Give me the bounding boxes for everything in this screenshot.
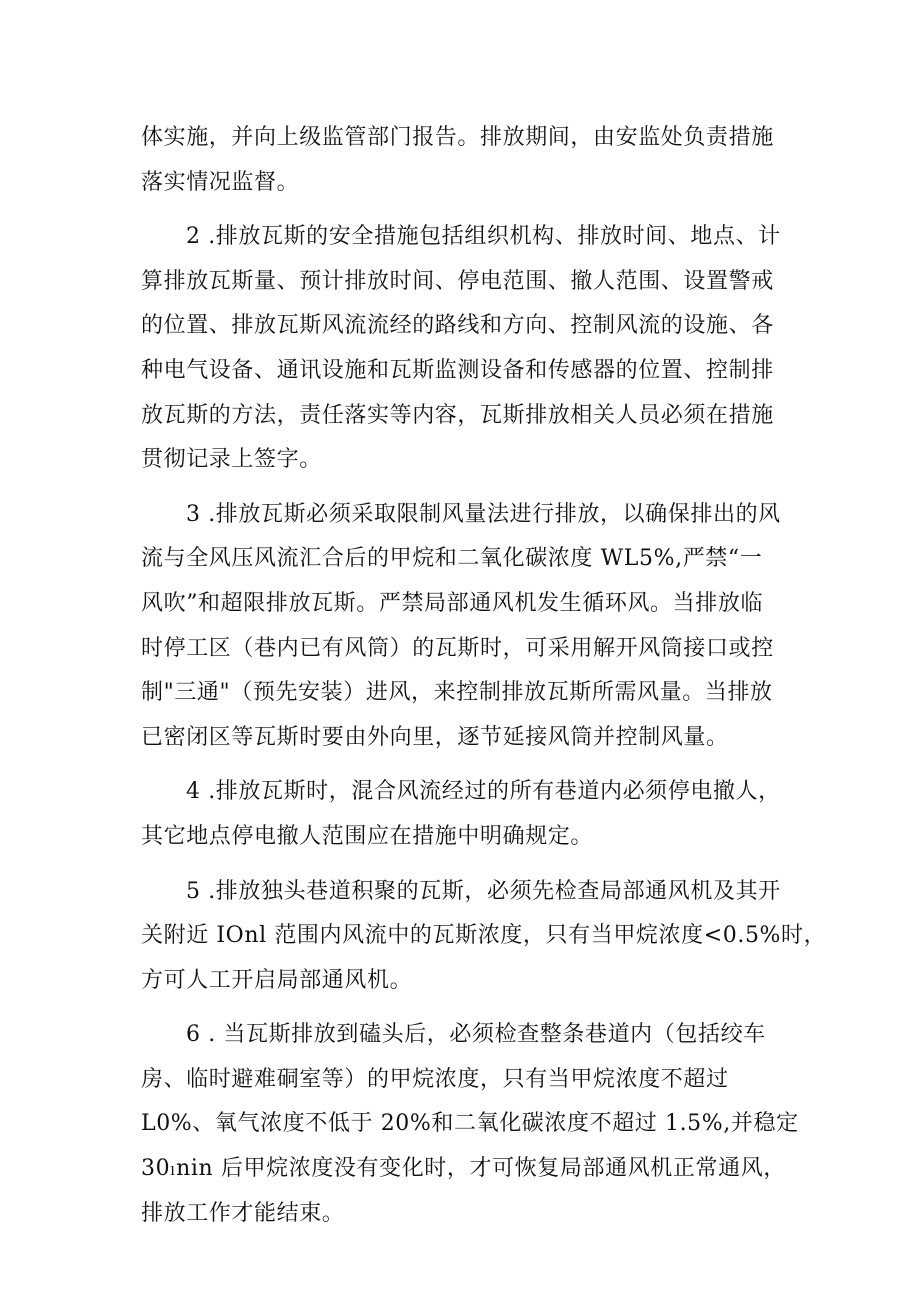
text-line: 放瓦斯的方法，责任落实等内容，瓦斯排放相关人员必须在措施 bbox=[141, 402, 774, 428]
text-line: 体实施，并向上级监管部门报告。排放期间，由安监处负责措施 bbox=[141, 125, 774, 150]
text-line: L0%、氧气浓度不低于 20%和二氧化碳浓度不超过 1.5%,并稳定 bbox=[141, 1111, 799, 1137]
text-line: 制"三通"（预先安装）进风，来控制排放瓦斯所需风量。当排放 bbox=[141, 680, 773, 706]
text-line: 其它地点停电撤人范围应在措施中明确规定。 bbox=[141, 823, 594, 849]
text-line: 3 .排放瓦斯必须采取限制风量法进行排放，以确保排出的风 bbox=[186, 501, 781, 527]
text-line: 4 .排放瓦斯时，混合风流经过的所有巷道内必须停电撤人， bbox=[186, 779, 781, 805]
paragraph-item-2 bbox=[141, 215, 791, 483]
text-line: 房、临时避难硐室等）的甲烷浓度，只有当甲烷浓度不超过 bbox=[141, 1066, 729, 1092]
paragraph-continuation bbox=[141, 116, 791, 205]
text-line: 的位置、排放瓦斯风流流经的路线和方向、控制风流的设施、各 bbox=[141, 313, 774, 339]
text-line: 种电气设备、通讯设施和瓦斯监测设备和传感器的位置、控制排 bbox=[141, 357, 774, 383]
text-line: 排放工作才能结束。 bbox=[141, 1200, 345, 1226]
paragraph-item-3 bbox=[141, 493, 791, 761]
paragraph-item-4 bbox=[141, 770, 791, 859]
text-line: 算排放瓦斯量、预计排放时间、停电范围、撤人范围、设置警戒 bbox=[141, 268, 774, 294]
text-line: 6 . 当瓦斯排放到磕头后，必须检查整条巷道内（包括绞车 bbox=[186, 1022, 766, 1048]
text-line: 30ₗnin 后甲烷浓度没有变化时，才可恢复局部通风机正常通风， bbox=[141, 1156, 786, 1182]
text-line: 流与全风压风流汇合后的甲烷和二氧化碳浓度 WL5%,严禁“一 bbox=[141, 546, 763, 572]
text-line: 风吹”和超限排放瓦斯。严禁局部通风机发生循环风。当排放临 bbox=[141, 590, 764, 616]
text-line: 已密闭区等瓦斯时要由外向里，逐节延接风筒并控制风量。 bbox=[141, 724, 729, 750]
paragraph-item-6 bbox=[141, 1013, 799, 1236]
text-line: 贯彻记录上签字。 bbox=[141, 447, 322, 473]
text-line: 2 .排放瓦斯的安全措施包括组织机构、排放时间、地点、计 bbox=[186, 224, 781, 250]
paragraph-item-5 bbox=[141, 870, 827, 1004]
document-body bbox=[141, 116, 827, 1236]
text-line: 5 .排放独头巷道积聚的瓦斯，必须先检查局部通风机及其开 bbox=[186, 878, 781, 904]
text-line: 时停工区（巷内已有风筒）的瓦斯时，可采用解开风筒接口或控 bbox=[141, 635, 774, 661]
text-line: 方可人工开启局部通风机。 bbox=[141, 967, 413, 993]
text-line: 落实情况监督。 bbox=[141, 169, 300, 195]
text-line: 关附近 IOnl 范围内风流中的瓦斯浓度，只有当甲烷浓度<0.5%时， bbox=[141, 923, 827, 949]
